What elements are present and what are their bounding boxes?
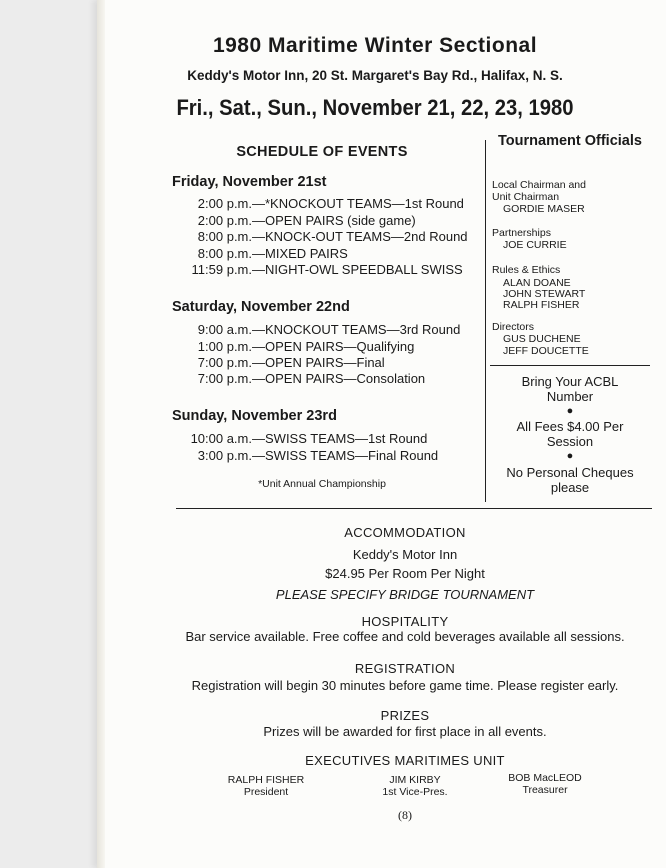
day-heading-saturday: Saturday, November 22nd — [172, 299, 350, 315]
event-time: 3:00 p.m. — [197, 448, 252, 463]
event-time: 10:00 a.m. — [190, 431, 252, 446]
executive — [375, 775, 455, 798]
event-row — [172, 371, 425, 386]
official-name: GORDIE MASER — [503, 203, 585, 215]
event-time: 9:00 a.m. — [197, 322, 252, 337]
official-role: Rules & Ethics — [492, 264, 561, 276]
accommodation-heading: ACCOMMODATION — [344, 525, 466, 540]
official-name: JOHN STEWART — [503, 288, 586, 300]
event-time: 8:00 p.m. — [197, 229, 252, 244]
event-row — [172, 339, 414, 354]
day-heading-friday: Friday, November 21st — [172, 174, 327, 190]
executive-name: BOB MacLEOD — [508, 772, 582, 784]
executive-title: President — [243, 785, 289, 798]
event-row — [172, 213, 416, 228]
bullet-icon: ● — [566, 405, 574, 417]
event-row — [172, 431, 427, 446]
official-name: ALAN DOANE — [503, 277, 571, 289]
official-name: RALPH FISHER — [503, 299, 580, 311]
event-name: —KNOCKOUT TEAMS—3rd Round — [252, 322, 461, 337]
page-edge — [97, 0, 105, 868]
column-divider — [485, 140, 486, 502]
event-row — [172, 322, 460, 337]
section-divider — [176, 508, 652, 509]
document-title: 1980 Maritime Winter Sectional — [212, 34, 538, 57]
executive-title: 1st Vice-Pres. — [382, 785, 448, 798]
registration-line: Registration will begin 30 minutes before game time. Please register early. — [191, 678, 619, 693]
footnote: *Unit Annual Championship — [258, 478, 386, 490]
executive — [226, 775, 306, 798]
event-time: 2:00 p.m. — [197, 196, 252, 211]
official-role: Directors — [492, 321, 535, 333]
event-time: 2:00 p.m. — [197, 213, 252, 228]
executive-name: JIM KIRBY — [389, 774, 441, 786]
event-name: —NIGHT-OWL SPEEDBALL SWISS — [252, 262, 463, 277]
prizes-heading: PRIZES — [380, 708, 430, 723]
event-name: —MIXED PAIRS — [252, 246, 348, 261]
event-name: —OPEN PAIRS (side game) — [252, 213, 416, 228]
official-name: JOE CURRIE — [503, 239, 567, 251]
event-time: 1:00 p.m. — [197, 339, 252, 354]
official-name: JEFF DOUCETTE — [503, 345, 589, 357]
day-heading-sunday: Sunday, November 23rd — [172, 408, 337, 424]
accommodation-note: PLEASE SPECIFY BRIDGE TOURNAMENT — [275, 587, 535, 602]
event-time: 7:00 p.m. — [197, 355, 252, 370]
prizes-line: Prizes will be awarded for first place in all events. — [263, 724, 547, 739]
executives-heading: EXECUTIVES MARITIMES UNIT — [305, 753, 505, 768]
event-time: 11:59 p.m. — [191, 262, 252, 277]
registration-heading: REGISTRATION — [354, 661, 456, 676]
executive-name: RALPH FISHER — [227, 774, 305, 786]
note-cheques: No Personal Cheques please — [506, 465, 634, 495]
officials-heading: Tournament Officials — [498, 133, 642, 149]
event-row — [172, 448, 438, 463]
official-name: GUS DUCHENE — [503, 333, 581, 345]
event-name: —OPEN PAIRS—Qualifying — [252, 339, 415, 354]
event-name: —*KNOCKOUT TEAMS—1st Round — [252, 196, 464, 211]
event-time: 7:00 p.m. — [197, 371, 252, 386]
hospitality-heading: HOSPITALITY — [361, 614, 449, 629]
event-name: —OPEN PAIRS—Final — [252, 355, 385, 370]
executive — [505, 773, 585, 796]
event-name: —OPEN PAIRS—Consolation — [252, 371, 426, 386]
dates-line: Fri., Sat., Sun., November 21, 22, 23, 1980 — [176, 95, 574, 120]
event-name: —KNOCK-OUT TEAMS—2nd Round — [252, 229, 468, 244]
bullet-icon: ● — [566, 450, 574, 462]
event-row — [172, 246, 348, 261]
note-acbl: Bring Your ACBL Number — [521, 374, 619, 404]
executive-title: Treasurer — [522, 783, 568, 796]
event-row — [172, 262, 463, 277]
schedule-heading: SCHEDULE OF EVENTS — [236, 144, 408, 160]
official-role: Partnerships — [492, 227, 551, 239]
note-fees: All Fees $4.00 Per Session — [516, 419, 624, 449]
official-role: Local Chairman and Unit Chairman — [492, 179, 586, 203]
accommodation-line: $24.95 Per Room Per Night — [325, 566, 485, 581]
event-name: —SWISS TEAMS—Final Round — [252, 448, 439, 463]
page-number: (8) — [398, 808, 412, 822]
event-row — [172, 355, 385, 370]
event-time: 8:00 p.m. — [197, 246, 252, 261]
venue-line: Keddy's Motor Inn, 20 St. Margaret's Bay Rd., Halifax, N. S. — [187, 68, 563, 83]
event-row — [172, 196, 464, 211]
event-name: —SWISS TEAMS—1st Round — [252, 431, 428, 446]
accommodation-line: Keddy's Motor Inn — [352, 547, 458, 562]
hospitality-line: Bar service available. Free coffee and cold beverages available all sessions. — [185, 629, 625, 644]
side-divider — [490, 365, 650, 366]
event-row — [172, 229, 468, 244]
